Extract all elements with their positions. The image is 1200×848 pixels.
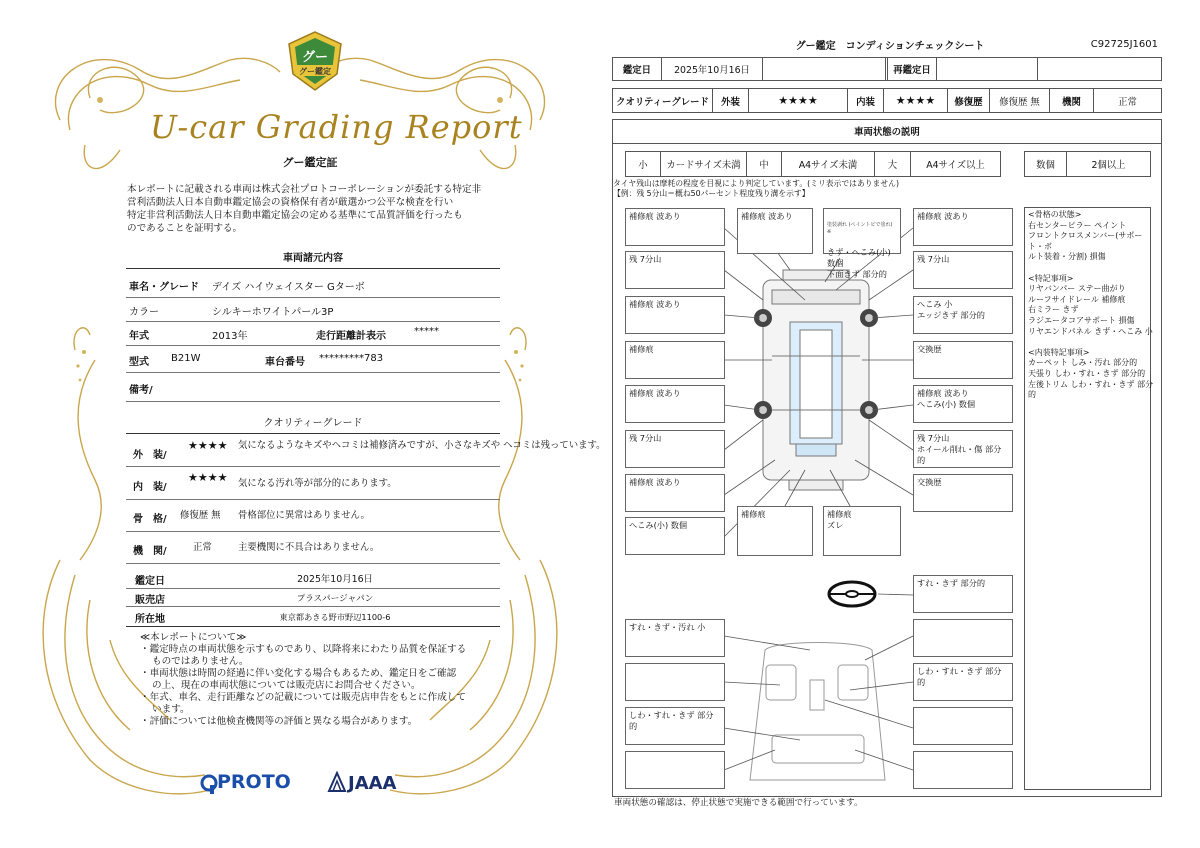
special-notes: <骨格の状態> 右センターピラー ペイント フロントクロスメンバー(サポート・ボ ルト装着・分割) 損傷 <特記事項> リヤバンパー ステー曲がり ルーフサイドレール 補修痕 右ミラー きず ラジエータコアサポート 損傷 リヤエンドパネル きず・へこみ 小 <内装特記事項> カーペット しみ・汚れ 部分的 天張り しわ・すれ・きず 部分的 左後トリム しわ・すれ・きず 部分的: [1028, 210, 1154, 400]
grade-exterior-label: 外装: [712, 88, 749, 113]
size-small-desc: カードサイズ未満: [660, 151, 747, 177]
report-notes: [140, 632, 500, 728]
interior-box-6: しわ・すれ・きず 部分的: [913, 663, 1013, 701]
goo-kantei-badge: [285, 30, 345, 94]
divider: [126, 268, 500, 269]
damage-box-front-left: 補修痕 波あり: [625, 208, 725, 246]
interior-box-2: [625, 663, 725, 701]
divider: [126, 466, 500, 467]
note-item: ・年式、車名、走行距離などの記載については販売店申告をもとに作成して います。: [140, 692, 466, 715]
sheet-title: グー鑑定 コンディションチェックシート: [795, 41, 985, 52]
damage-box-left-rear-door: 補修痕 波あり: [625, 385, 725, 423]
steering-box: すれ・きず 部分的: [913, 575, 1013, 613]
interior-box-8: [913, 751, 1013, 789]
certificate-title: グー鑑定証: [282, 156, 338, 169]
proto-logo-mark: [200, 773, 218, 795]
engine-text: 主要機関に不具合はありません。: [238, 542, 380, 553]
interior-stars: ★★★★: [188, 471, 228, 484]
damage-box-rear-bumper: 補修痕: [737, 506, 813, 556]
damage-box-rear-left: へこみ(小) 数個: [625, 517, 725, 555]
divider: [126, 499, 500, 500]
divider: [126, 297, 500, 298]
model-value: B21W: [171, 353, 201, 364]
interior-box-1: すれ・きず・汚れ 小: [625, 619, 725, 657]
grade-repair-label: 修復歴: [947, 88, 990, 113]
grade-label: クオリティーグレード: [612, 88, 713, 113]
tire-box-front-right: 残 7分山: [913, 251, 1013, 289]
tire-box-rear-left: 残 7分山: [625, 430, 725, 468]
damage-box-right-fender: へこみ 小 エッジきず 部分的: [913, 296, 1013, 334]
quality-heading: クオリティーグレード: [263, 418, 363, 429]
divider: [126, 626, 500, 627]
year-label: 年式: [129, 331, 149, 342]
address-value: 東京都あきる野市野辺1100-6: [279, 612, 391, 622]
paint-note: 塗装剥れ (ペイントピで塗れ) ※: [827, 222, 893, 235]
grade-engine-value: 正常: [1093, 88, 1162, 113]
exterior-stars: ★★★★: [188, 439, 228, 452]
damage-box-right-front-door: 交換歴: [913, 341, 1013, 379]
count-desc: 2個以上: [1066, 151, 1151, 177]
frame-value: 修復歴 無: [180, 510, 221, 521]
date-value: 2025年10月16日: [661, 57, 763, 81]
damage-box-left-front-door: 補修痕: [625, 341, 725, 379]
damage-box-right-quarter: 交換歴: [913, 474, 1013, 512]
chassis-label: 車台番号: [265, 357, 305, 368]
date-label: 鑑定日: [135, 576, 165, 587]
jaaa-logo-mark: [327, 771, 347, 793]
proto-logo: PROTO: [217, 771, 291, 793]
divider: [126, 433, 500, 434]
certificate-statement: 本レポートに記載される車両は株式会社プロトコーポレーションが委託する特定非 営利活動法人日本自動車鑑定協会の資格保有者が厳選かつ公平な検査を行い 特定非営利活動法人日本自動車鑑定協会の定める基準にて品質評価を行ったも のであることを証明する。: [127, 184, 482, 234]
size-mid: 中: [746, 151, 782, 177]
interior-box-7: [913, 707, 1013, 745]
grade-engine-label: 機関: [1049, 88, 1094, 113]
dealer-value: プラスパージャパン: [296, 594, 374, 604]
size-large: 大: [874, 151, 911, 177]
mileage-value: *****: [414, 326, 439, 337]
name-value: デイズ ハイウェイスター Gターボ: [212, 282, 365, 293]
divider: [126, 588, 500, 589]
notes-title: ≪本レポートについて≫: [140, 632, 247, 643]
badge-label: グー鑑定: [299, 67, 331, 76]
interior-box-4: [625, 751, 725, 789]
exterior-text: 気になるようなキズやヘコミは補修済みですが、小さなキズや ヘコミは残っています。: [238, 440, 606, 451]
tire-note: タイヤ残山は摩耗の程度を目視により判定しています。(ミリ表示ではありません) 【例：残 5分山＝概ね50パーセント程度残り溝を示す】: [613, 179, 899, 198]
color-label: カラー: [129, 307, 159, 318]
interior-box-3: しわ・すれ・きず 部分的: [625, 707, 725, 745]
note-item: ・車両状態は時間の経過に伴い変化する場合もあるため、鑑定日をご確認 の上、現在の車両状態については販売店にお問合せください。: [140, 668, 457, 691]
name-label: 車名・グレード: [129, 282, 199, 293]
count-label: 数個: [1024, 151, 1067, 177]
date-value: 2025年10月16日: [297, 574, 373, 585]
svg-text:グー: グー: [301, 50, 329, 65]
reinspect-label: 再鑑定日: [887, 57, 937, 81]
damage-box-front-right: 補修痕 波あり: [913, 208, 1013, 246]
jaaa-logo: JAAA: [348, 773, 397, 794]
year-value: 2013年: [212, 331, 248, 342]
damage-box-right-rear-door: 補修痕 波あり へこみ(小) 数個: [913, 385, 1013, 423]
specs-heading: 車両諸元内容: [283, 253, 343, 264]
divider: [126, 321, 500, 322]
hood-damage-text: きず・へこみ(小) 数個 下面きず 部分的: [827, 247, 891, 279]
frame-text: 骨格部位に異常はありません。: [238, 510, 370, 521]
tire-box-rear-right: 残 7分山 ホイール削れ・傷 部分的: [913, 430, 1013, 468]
footer-note: 車両状態の確認は、停止状態で実施できる範囲で行っています。: [614, 798, 863, 808]
date-label: 鑑定日: [612, 57, 662, 81]
interior-label: 内 装/: [133, 482, 167, 493]
divider: [126, 372, 500, 373]
note-item: ・評価については他検査機関等の評価と異なる場合があります。: [140, 716, 418, 727]
color-value: シルキーホワイトパール3P: [212, 307, 334, 318]
damage-box-hood: [823, 208, 901, 279]
grade-exterior-stars: ★★★★: [748, 88, 848, 113]
damage-box-back-door: 補修痕 ズレ: [823, 506, 901, 556]
damage-box-front-bumper: 補修痕 波あり: [737, 208, 813, 254]
report-code: C92725J1601: [1090, 39, 1158, 50]
damage-box-left-fender: 補修痕 波あり: [625, 296, 725, 334]
tire-box-front-left: 残 7分山: [625, 251, 725, 289]
damage-box-left-quarter: 補修痕 波あり: [625, 474, 725, 512]
divider: [126, 606, 500, 607]
divider: [126, 401, 500, 402]
chassis-value: *********783: [319, 353, 384, 364]
address-label: 所在地: [135, 614, 165, 625]
state-heading: 車両状態の説明: [854, 127, 920, 138]
condition-check-sheet: [600, 0, 1200, 848]
size-large-desc: A4サイズ以上: [910, 151, 1001, 177]
exterior-label: 外 装/: [133, 450, 167, 461]
size-mid-desc: A4サイズ未満: [781, 151, 875, 177]
divider: [126, 563, 500, 564]
report-script-title: U-car Grading Report: [150, 108, 523, 146]
mileage-label: 走行距離計表示: [316, 331, 386, 342]
grade-repair-value: 修復歴 無: [989, 88, 1050, 113]
engine-label: 機 関/: [133, 546, 167, 557]
grade-interior-stars: ★★★★: [883, 88, 948, 113]
dealer-label: 販売店: [135, 595, 165, 606]
size-small: 小: [625, 151, 661, 177]
divider: [126, 531, 500, 532]
frame-label: 骨 格/: [133, 514, 167, 525]
note-item: ・鑑定時点の車両状態を示すものであり、以降将来にわたり品質を保証する ものではありません。: [140, 644, 467, 667]
engine-value: 正常: [193, 542, 212, 553]
remarks-label: 備考/: [129, 385, 153, 396]
divider: [126, 345, 500, 346]
interior-text: 気になる汚れ等が部分的にあります。: [238, 478, 397, 489]
model-label: 型式: [129, 357, 149, 368]
interior-box-5: [913, 619, 1013, 657]
grade-interior-label: 内装: [847, 88, 884, 113]
